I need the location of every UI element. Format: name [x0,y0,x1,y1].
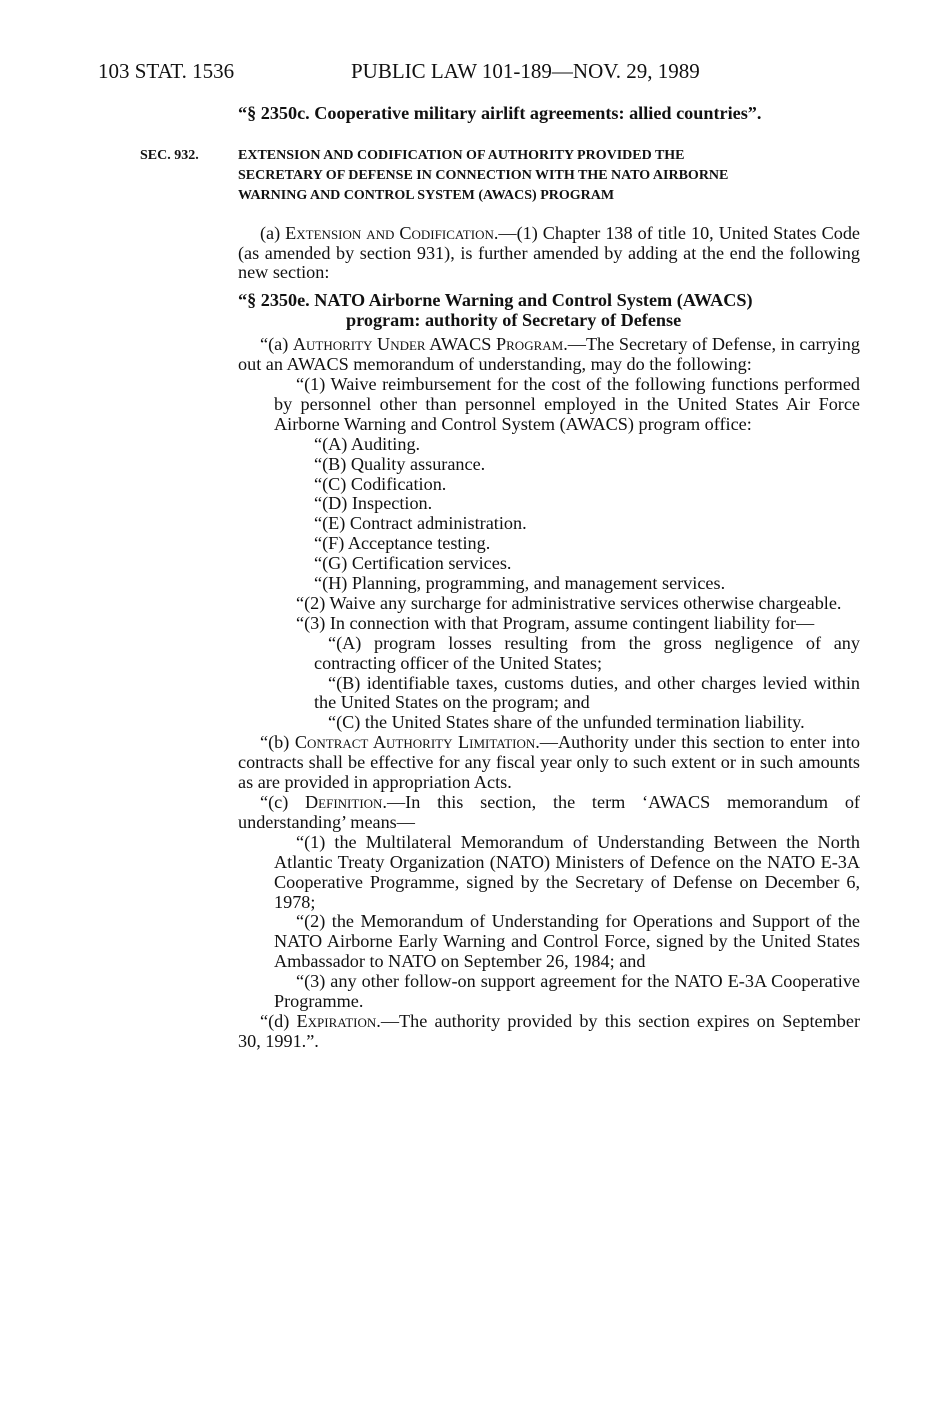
subsection-a-text: —The Secretary of Defense, in carrying out an AWACS memorandum of understanding, may do the following: [238,334,860,375]
subsection-c [238,793,860,833]
item-2: “(2) Waive any surcharge for administrative services otherwise chargeable. [296,592,842,613]
list-item: “(E) Contract administration. [314,513,527,534]
public-law-title: PUBLIC LAW 101-189—NOV. 29, 1989 [351,59,700,83]
stat-citation: 103 STAT. 1536 [98,59,235,83]
list-item: “(B) identifiable taxes, customs duties, and other charges levied within the United States on the program; and [314,672,860,713]
section-2350e-line1: “§ 2350e. NATO Airborne Warning and Control System (AWACS) [238,290,753,311]
subsection-c-label: “(c) [260,792,306,812]
subsection-d [238,1012,860,1052]
list-item: “(B) Quality assurance. [314,453,486,474]
subsection-c-heading: Definition. [305,792,387,812]
subsection-a [238,335,860,375]
item-3: “(3) In connection with that Program, assume contingent liability for— [296,612,815,633]
subsection-d-text: —The authority provided by this section expires on September 30, 1991.”. [238,1010,861,1051]
list-item: “(D) Inspection. [314,493,433,514]
subsection-c-text: —In this section, the term ‘AWACS memorandum of understanding’ means— [238,792,860,832]
section-2350e-line2: program: authority of Secretary of Defense [346,310,682,331]
subsection-a-heading: Authority Under AWACS Program. [292,334,568,355]
definition-item: “(1) the Multilateral Memorandum of Understanding Between the North Atlantic Treaty Organization (NATO) Ministers of Defence on the NATO E-3A Cooperative Programme, signed by the Secretary of Defense on December 6, 1978; [274,831,860,912]
subsection-a-label: “(a) [260,334,293,355]
paragraph-a-label: (a) [260,222,286,243]
list-item: “(A) program losses resulting from the gross negligence of any contracting officer of the United States; [314,632,860,673]
subsection-d-heading: Expiration. [296,1010,381,1031]
document-body [140,103,861,1052]
list-item: “(C) the United States share of the unfunded termination liability. [328,712,805,733]
definition-item: “(3) any other follow-on support agreement for the NATO E-3A Cooperative Programme. [274,971,860,1012]
paragraph-a-heading: Extension and Codification. [285,222,499,243]
section-number: SEC. 932. [140,147,199,163]
paragraph-a-text: —(1) Chapter 138 of title 10, United States Code (as amended by section 931), is further amended by adding at the end the following new section: [238,222,860,283]
subsection-b-label: “(b) [260,732,295,753]
list-item: “(G) Certification services. [314,553,512,574]
section-2350e-heading [238,291,860,331]
subsection-d-label: “(d) [260,1010,297,1031]
list-item: “(F) Acceptance testing. [314,533,491,554]
section-2350c-heading: “§ 2350c. Cooperative military airlift agreements: allied countries”. [238,103,762,123]
section-title: EXTENSION AND CODIFICATION OF AUTHORITY PROVIDED THE SECRETARY OF DEFENSE IN CONNECTION WITH THE NATO AIRBORNE WARNING AND CONTROL SYSTEM (AWACS) PROGRAM [238,147,729,203]
list-item: “(A) Auditing. [314,433,421,454]
item-1: “(1) Waive reimbursement for the cost of the following functions performed by personnel other than personnel employed in the United States Air Force Airborne Warning and Control System (AWACS) program office: [274,373,860,434]
subsection-b-heading: Contract Authority Limitation. [294,732,540,753]
subsection-b [238,733,860,793]
definition-item: “(2) the Memorandum of Understanding for Operations and Support of the NATO Airborne Early Warning and Control Force, signed by the United States Ambassador to NATO on September 26, 1984; and [274,911,860,972]
section-932-heading [140,146,860,206]
subsection-b-text: —Authority under this section to enter into contracts shall be effective for any fiscal year only to such extent or in such amounts as are provided in appropriation Acts. [238,732,861,793]
list-item: “(H) Planning, programming, and management services. [314,573,726,594]
paragraph-a [238,224,860,284]
list-item: “(C) Codification. [314,473,447,494]
